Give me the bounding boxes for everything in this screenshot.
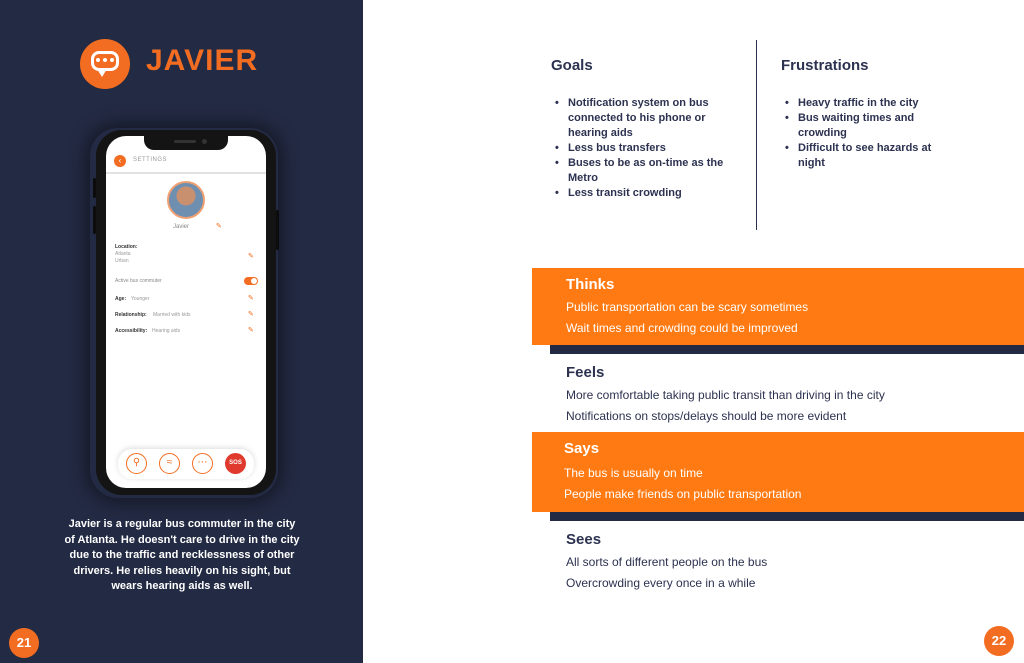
location-value: Urban [115,258,129,264]
feels-title: Feels [566,364,605,381]
feels-section [532,356,1024,428]
map-icon[interactable]: ≈ [159,453,180,474]
list-item: • Less bus transfers [555,141,740,156]
list-item: • Buses to be as on-time as the Metro [555,156,740,186]
thinks-line: Public transportation can be scary sometimes [566,300,809,314]
thinks-underline [550,344,1024,354]
thinks-section [532,268,1024,345]
location-value: Atlanta [115,251,131,257]
sos-button[interactable]: SOS [225,453,246,474]
says-title: Says [564,440,600,457]
feels-line: Notifications on stops/delays should be more evident [566,409,847,423]
goals-title: Goals [551,57,593,74]
says-line: The bus is usually on time [564,466,703,480]
frustrations-title: Frustrations [781,57,869,74]
left-page [0,0,363,663]
profile-name: Javier [172,224,189,230]
pin-icon[interactable]: ⚲ [126,453,147,474]
edit-pencil-icon[interactable]: ✎ [248,311,254,318]
back-arrow-icon[interactable]: ‹ [114,155,126,167]
location-label: Location: [115,244,138,250]
relationship-label: Relationship: [115,312,147,318]
says-underline [550,511,1024,521]
persona-name: JAVIER [146,44,259,77]
page-number-left: 21 [9,628,39,658]
persona-bio: Javier is a regular bus commuter in the city of Atlanta. He doesn't care to drive in the city due to the traffic and recklessness of other drivers. He relies heavily on his sight, but wears hearing aids as well. [64,518,300,592]
edit-pencil-icon[interactable]: ✎ [248,295,254,302]
phone-mockup [96,130,276,495]
sees-section [532,523,1024,595]
settings-header [106,150,266,174]
phone-notch [144,136,228,150]
column-divider [756,40,757,230]
says-section [532,432,1024,512]
age-label: Age: [115,296,127,302]
commuter-toggle[interactable] [244,277,258,285]
sees-title: Sees [566,531,602,548]
page-number-right: 22 [984,626,1014,656]
accessibility-label: Accessibility: [115,328,148,334]
phone-screen [106,136,266,488]
frustrations-list [785,96,960,171]
accessibility-value: Hearing aids [152,328,181,334]
chat-icon[interactable]: ⋯ [192,453,213,474]
sees-line: All sorts of different people on the bus [566,555,768,569]
list-item: • Less transit crowding [555,186,740,201]
thinks-line: Wait times and crowding could be improved [566,321,798,335]
sees-line: Overcrowding every once in a while [566,576,756,590]
avatar [167,181,205,219]
edit-pencil-icon[interactable]: ✎ [248,253,254,260]
goals-list [555,96,740,201]
bottom-dock [118,449,254,479]
feels-line: More comfortable taking public transit than driving in the city [566,388,885,402]
list-item: • Bus waiting times and crowding [785,111,960,141]
age-value: Younger [131,296,150,302]
list-item: • Notification system on bus connected to his phone or hearing aids [555,96,740,141]
edit-pencil-icon[interactable]: ✎ [248,327,254,334]
settings-title: SETTINGS [133,157,168,163]
chat-bubble-icon [80,39,130,89]
says-line: People make friends on public transportation [564,487,802,501]
edit-pencil-icon[interactable]: ✎ [216,223,222,230]
thinks-title: Thinks [566,276,615,293]
commuter-label: Active bus commuter [115,278,162,284]
list-item: • Difficult to see hazards at night [785,141,960,171]
relationship-value: Married with kids [153,312,191,318]
list-item: • Heavy traffic in the city [785,96,960,111]
